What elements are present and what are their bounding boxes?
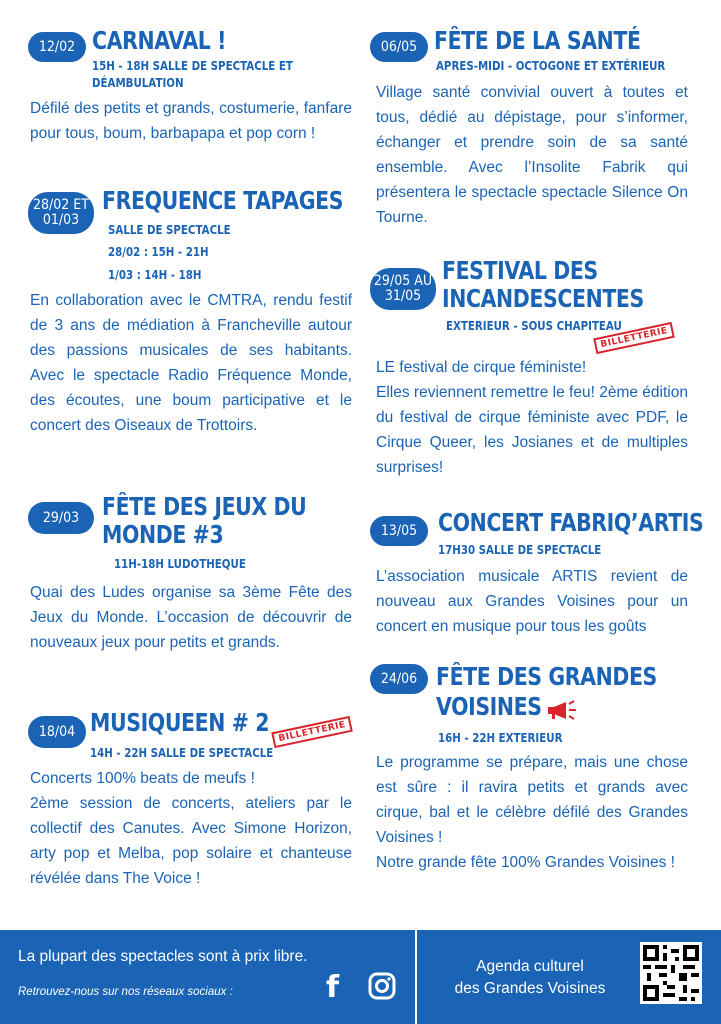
agenda-line: Agenda culturel — [476, 958, 584, 975]
date-badge: 24/06 — [370, 664, 428, 694]
date-badge: 13/05 — [370, 516, 428, 546]
event-subtitle: EXTERIEUR - SOUS CHAPITEAU — [446, 318, 622, 333]
event-subtitle: 17H30 SALLE DE SPECTACLE — [438, 542, 602, 557]
event-title: FREQUENCE TAPAGES — [102, 186, 344, 215]
billetterie-stamp: BILLETTERIE — [593, 322, 675, 354]
billetterie-stamp: BILLETTERIE — [271, 716, 353, 748]
event-title: FÊTE DES GRANDES — [436, 662, 657, 691]
event-description: LE festival de cirque féministe! Elles reviennent remettre le feu! 2ème édition du festival de cirque féministe avec PDF, le Cirque Queer, les Josianes et de multiples surprises! — [376, 359, 688, 476]
date-badge: 18/04 — [28, 716, 86, 748]
event-description: En collaboration avec le CMTRA, rendu festif de 3 ans de médiation à Francheville autour des passions musicales de ses habitants. Avec le spectacle Radio Fréquence Monde, des écoutes, une boum participative et le concert des Oiseaux de Trottoirs. — [30, 292, 352, 434]
event-subtitle: DÉAMBULATION — [92, 75, 184, 90]
event-subtitle: 1/03 : 14H - 18H — [108, 267, 202, 282]
event-title: VOISINES — [436, 692, 542, 721]
date-badge — [28, 192, 94, 234]
date-badge: 06/05 — [370, 32, 428, 62]
event-title: MONDE #3 — [102, 520, 224, 549]
event-title: CONCERT FABRIQ’ARTIS — [438, 508, 704, 537]
event-subtitle: 16H - 22H EXTERIEUR — [438, 730, 563, 745]
event-subtitle: APRES-MIDI - OCTOGONE ET EXTÉRIEUR — [436, 58, 666, 73]
footer-note: La plupart des spectacles sont à prix libre. — [18, 948, 308, 965]
agenda-line: des Grandes Voisines — [454, 980, 606, 997]
event-description: Le programme se prépare, mais une chose est sûre : il ravira petits et grands avec cirque, bal et le célèbre défilé des Grandes Voisines ! Notre grande fête 100% Grandes Voisines ! — [376, 754, 688, 871]
date-line: 28/02 ET — [33, 197, 89, 214]
instagram-icon[interactable] — [368, 972, 396, 1000]
event-description: L’association musicale ARTIS revient de nouveau aux Grandes Voisines pour un concert en musique pour tous les goûts — [376, 568, 688, 635]
date-badge: 29/03 — [28, 502, 94, 534]
qr-code-icon[interactable] — [640, 942, 702, 1004]
event-subtitle: 14H - 22H SALLE DE SPECTACLE — [90, 745, 274, 760]
event-description: Quai des Ludes organise sa 3ème Fête des Jeux du Monde. L’occasion de découvrir de nouveaux jeux pour petits et grands. — [30, 584, 352, 651]
footer — [0, 930, 721, 1024]
footer-divider — [415, 930, 417, 1024]
event-subtitle: 11H-18H LUDOTHEQUE — [114, 556, 246, 571]
event-title: FESTIVAL DES — [442, 256, 598, 285]
footer-social-text: Retrouvez-nous sur nos réseaux sociaux : — [18, 986, 233, 998]
event-title: CARNAVAL ! — [92, 26, 227, 55]
footer-agenda — [430, 956, 630, 1000]
event-subtitle: 15H - 18H SALLE DE SPECTACLE ET — [92, 58, 293, 73]
date-badge: 12/02 — [28, 32, 86, 62]
date-line: 29/05 AU — [373, 273, 433, 290]
event-title: MUSIQUEEN # 2 — [90, 708, 270, 737]
event-description: Village santé convivial ouvert à toutes et tous, dédié au dépistage, pour s’informer, échanger et prendre soin de sa santé ensemble. Avec l’Insolite Fabrik qui présentera le spectacle spectacle Silence On Tourne. — [376, 84, 688, 226]
event-title: FÊTE DE LA SANTÉ — [434, 26, 641, 55]
megaphone-icon — [546, 699, 578, 721]
event-description: Défilé des petits et grands, costumerie, fanfare pour tous, boum, barbapapa et pop corn ! — [30, 100, 352, 142]
date-line: 31/05 — [384, 288, 422, 304]
facebook-icon[interactable]: f — [326, 970, 340, 1005]
date-line: 01/03 — [42, 212, 80, 228]
event-description: Concerts 100% beats de meufs ! 2ème session de concerts, ateliers par le collectif des Canutes. Avec Simone Horizon, arty pop et Melba, pop solaire et chanteuse révélée dans The Voice ! — [30, 770, 352, 887]
event-subtitle: 28/02 : 15H - 21H — [108, 244, 209, 259]
date-badge — [370, 268, 436, 310]
event-title: INCANDESCENTES — [442, 284, 644, 313]
event-subtitle: SALLE DE SPECTACLE — [108, 222, 231, 237]
event-title: FÊTE DES JEUX DU — [102, 492, 307, 521]
